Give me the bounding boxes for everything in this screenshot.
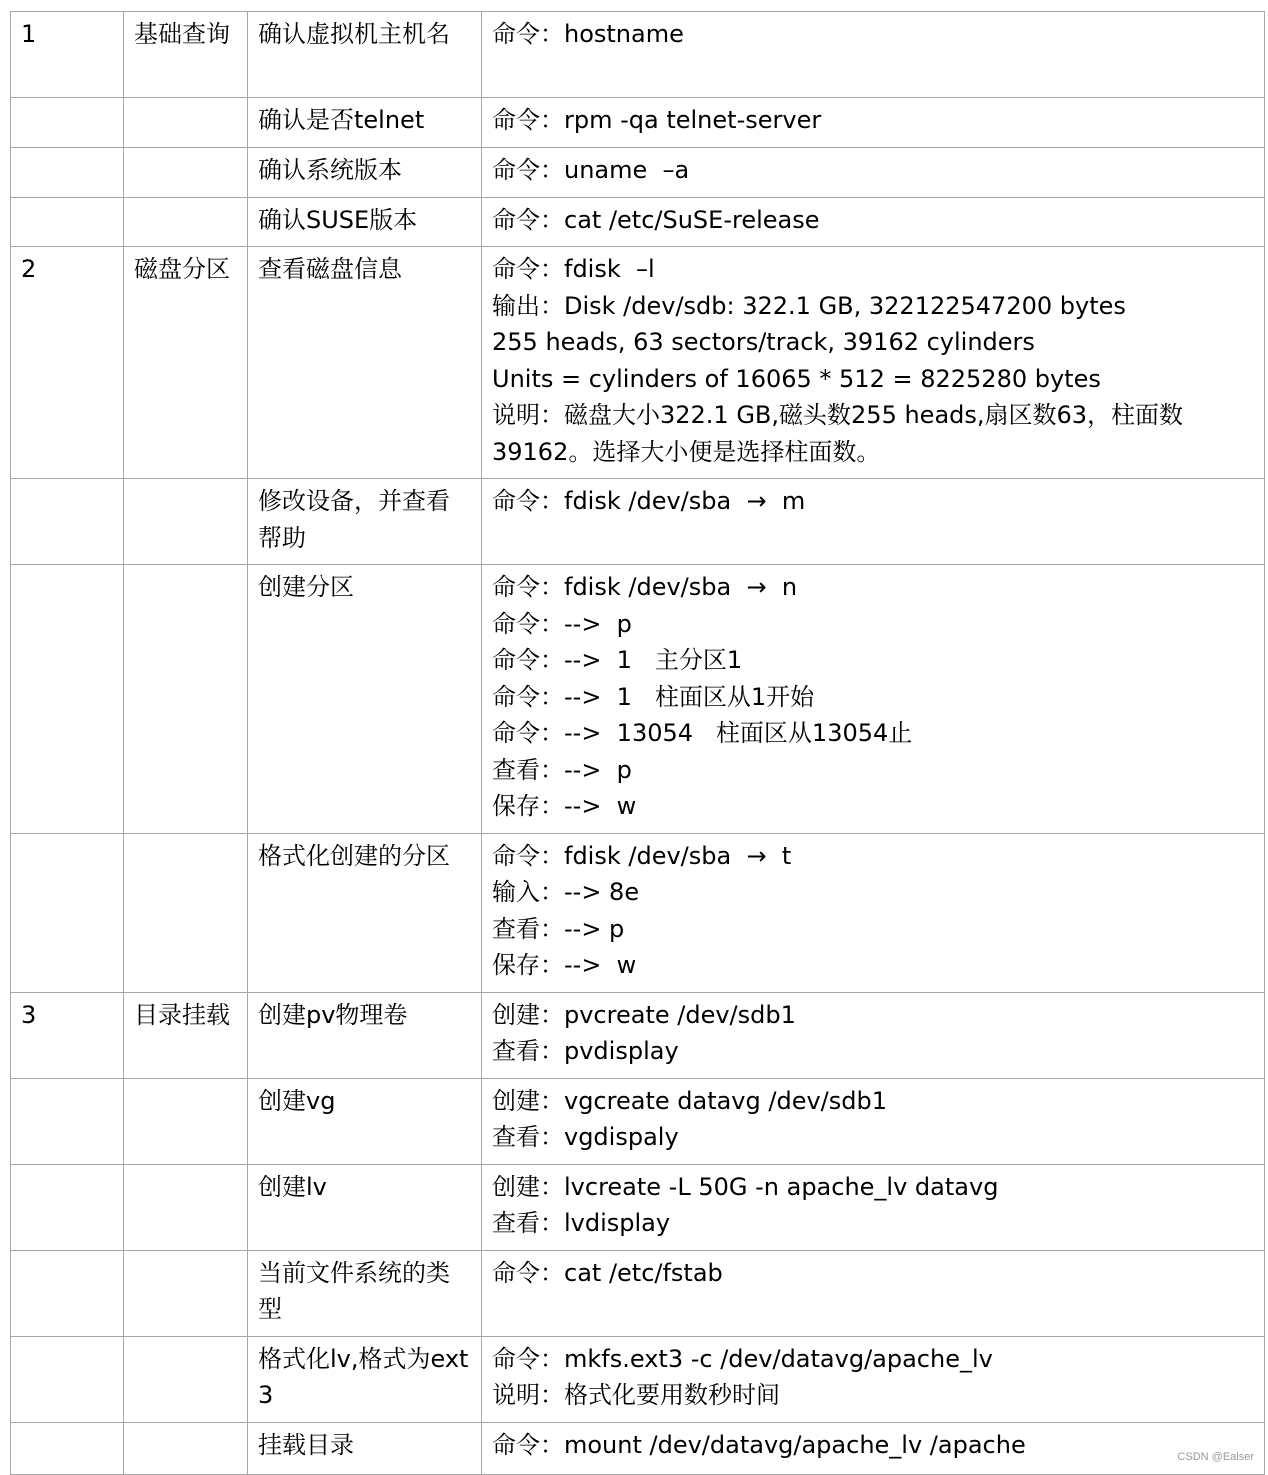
step-number — [11, 1422, 124, 1474]
command-line: 查看：vgdispaly — [492, 1123, 679, 1151]
step-category — [124, 565, 248, 834]
table-row — [11, 1422, 1265, 1474]
table-row — [11, 479, 1265, 565]
command-line: 查看：lvdisplay — [492, 1209, 671, 1237]
step-category — [124, 1078, 248, 1164]
task-name: 挂载目录 — [248, 1422, 482, 1474]
command-line: 创建：lvcreate -L 50G -n apache_lv datavg — [492, 1172, 999, 1201]
task-name: 确认是否telnet — [248, 98, 482, 148]
step-number: 3 — [11, 992, 124, 1078]
command-line: 命令：uname –a — [492, 156, 690, 184]
task-name: 创建pv物理卷 — [248, 992, 482, 1078]
table-row — [11, 1250, 1265, 1336]
step-category: 目录挂载 — [124, 992, 248, 1078]
command-line: 命令：cat /etc/fstab — [492, 1258, 723, 1287]
command-line: 命令：fdisk /dev/sba → m — [492, 487, 806, 515]
task-name: 查看磁盘信息 — [248, 247, 482, 479]
command-line: 命令：mount /dev/datavg/apache_lv /apache — [492, 1430, 1026, 1459]
command-line: 命令：cat /etc/SuSE-release — [492, 205, 820, 234]
step-category — [124, 833, 248, 992]
table-row — [11, 1164, 1265, 1250]
step-number — [11, 1164, 124, 1250]
step-number — [11, 1250, 124, 1336]
table-row — [11, 1078, 1265, 1164]
command-line: 说明：磁盘大小322.1 GB,磁头数255 heads,扇区数63，柱面数 — [492, 401, 1184, 429]
step-number: 1 — [11, 12, 124, 98]
step-category — [124, 1336, 248, 1422]
command-cell — [482, 1164, 1265, 1250]
task-name: 格式化创建的分区 — [248, 833, 482, 992]
task-name: 确认SUSE版本 — [248, 197, 482, 247]
command-cell — [482, 98, 1265, 148]
step-category — [124, 98, 248, 148]
command-cell — [482, 1250, 1265, 1336]
command-line: 输出：Disk /dev/sdb: 322.1 GB, 322122547200 bytes — [492, 291, 1126, 320]
watermark: CSDN @Ealser — [1177, 1451, 1254, 1463]
table-row — [11, 992, 1265, 1078]
task-name: 当前文件系统的类型 — [248, 1250, 482, 1336]
command-cell — [482, 148, 1265, 198]
command-cell — [482, 247, 1265, 479]
step-number — [11, 565, 124, 834]
task-name: 格式化lv,格式为ext3 — [248, 1336, 482, 1422]
command-line: 命令：--> 1 柱面区从1开始 — [492, 682, 815, 711]
step-number — [11, 197, 124, 247]
command-cell — [482, 1336, 1265, 1422]
command-line: 创建：pvcreate /dev/sdb1 — [492, 1000, 796, 1029]
step-number — [11, 98, 124, 148]
command-line: 命令：hostname — [492, 20, 684, 48]
command-line: 保存：--> w — [492, 951, 637, 979]
task-name: 确认系统版本 — [248, 148, 482, 198]
table-row — [11, 197, 1265, 247]
step-category: 磁盘分区 — [124, 247, 248, 479]
step-category — [124, 148, 248, 198]
command-cell — [482, 833, 1265, 992]
step-number — [11, 1336, 124, 1422]
task-name: 修改设备，并查看帮助 — [248, 479, 482, 565]
table-row — [11, 12, 1265, 98]
table-row — [11, 247, 1265, 479]
command-cell — [482, 12, 1265, 98]
command-line: 创建：vgcreate datavg /dev/sdb1 — [492, 1086, 887, 1115]
step-category — [124, 197, 248, 247]
command-line: 查看：--> p — [492, 755, 632, 784]
step-category — [124, 1422, 248, 1474]
task-name: 创建分区 — [248, 565, 482, 834]
command-cell — [482, 992, 1265, 1078]
command-line: 命令：rpm -qa telnet-server — [492, 106, 822, 134]
table-row — [11, 565, 1265, 834]
command-line: 39162。选择大小便是选择柱面数。 — [492, 437, 881, 466]
step-category — [124, 1250, 248, 1336]
command-line: 命令：fdisk /dev/sba → n — [492, 573, 798, 601]
command-line: 查看：--> p — [492, 914, 625, 943]
step-number — [11, 1078, 124, 1164]
step-number: 2 — [11, 247, 124, 479]
command-line: 输入：--> 8e — [492, 878, 640, 906]
procedure-table — [10, 11, 1265, 1475]
command-line: 命令：fdisk /dev/sba → t — [492, 841, 792, 870]
command-line: Units = cylinders of 16065 * 512 = 8225280 bytes — [492, 364, 1101, 393]
table-row — [11, 148, 1265, 198]
command-line: 说明：格式化要用数秒时间 — [492, 1381, 780, 1409]
command-line: 命令：--> p — [492, 609, 632, 638]
command-cell — [482, 1422, 1265, 1474]
command-cell — [482, 1078, 1265, 1164]
command-line: 命令：--> 1 主分区1 — [492, 646, 743, 674]
table-row — [11, 833, 1265, 992]
command-line: 查看：pvdisplay — [492, 1037, 679, 1065]
command-line: 命令：mkfs.ext3 -c /dev/datavg/apache_lv — [492, 1344, 993, 1373]
step-number — [11, 479, 124, 565]
step-number — [11, 148, 124, 198]
task-name: 创建vg — [248, 1078, 482, 1164]
task-name: 确认虚拟机主机名 — [248, 12, 482, 98]
table-row — [11, 98, 1265, 148]
command-cell — [482, 197, 1265, 247]
task-name: 创建lv — [248, 1164, 482, 1250]
step-category — [124, 479, 248, 565]
command-line: 命令：--> 13054 柱面区从13054止 — [492, 719, 913, 747]
table-row — [11, 1336, 1265, 1422]
command-cell — [482, 479, 1265, 565]
command-cell — [482, 565, 1265, 834]
step-number — [11, 833, 124, 992]
step-category — [124, 1164, 248, 1250]
command-line: 255 heads, 63 sectors/track, 39162 cylinders — [492, 328, 1035, 356]
step-category: 基础查询 — [124, 12, 248, 98]
command-line: 命令：fdisk –l — [492, 255, 655, 283]
command-line: 保存：--> w — [492, 792, 637, 820]
